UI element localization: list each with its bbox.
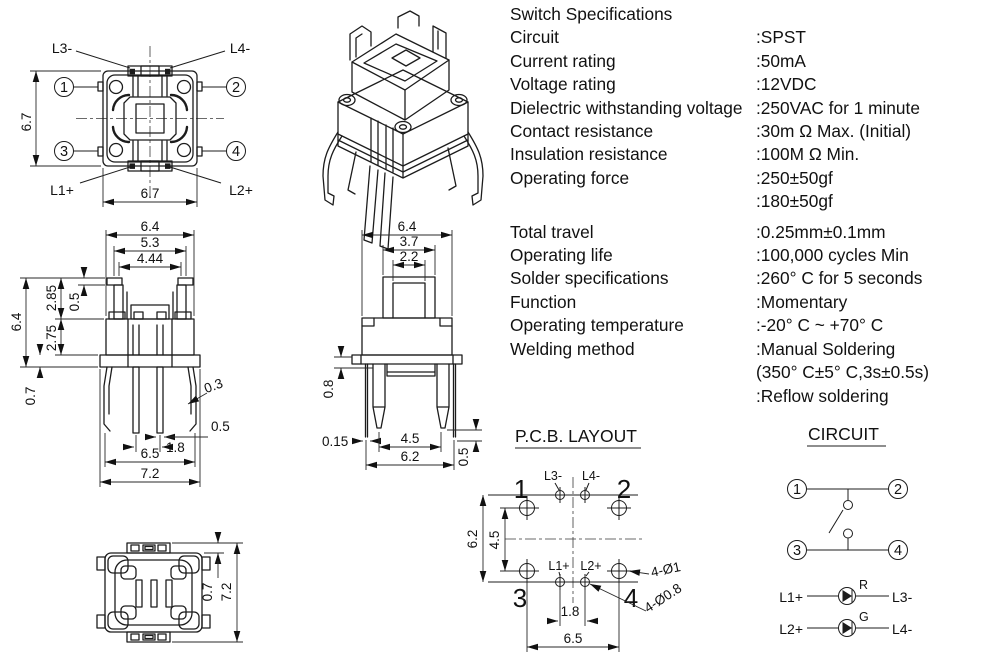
dim-2-85: 2.85 xyxy=(44,284,59,312)
led-red-anode-label: L1+ xyxy=(779,589,803,605)
spec-value: :100M Ω Min. xyxy=(756,144,860,165)
spec-row xyxy=(510,361,998,384)
spec-label xyxy=(510,190,756,213)
led-green-anode-label: L2+ xyxy=(779,621,803,637)
spec-row xyxy=(510,338,998,361)
pcb-pin-2: 2 xyxy=(616,474,632,504)
spec-value: :30m Ω Max. (Initial) xyxy=(756,121,912,142)
pcb-label-l4: L4- xyxy=(581,469,601,483)
spec-row xyxy=(510,50,998,73)
spec-row xyxy=(510,244,998,267)
spec-label: Solder specifications xyxy=(510,268,669,289)
spec-row xyxy=(510,221,998,244)
pcb-dimension-lines xyxy=(483,495,649,652)
pcb-dim-4-5: 4.5 xyxy=(487,530,502,550)
led-red-cathode-label: L3- xyxy=(892,589,913,605)
dim-6-4-left: 6.4 xyxy=(9,312,24,332)
dim-7-2: 7.2 xyxy=(140,466,160,481)
spec-label: Circuit xyxy=(510,27,559,48)
circuit-pin-2: 2 xyxy=(893,482,903,498)
pcb-dim-6-5: 6.5 xyxy=(563,631,583,646)
pcb-label-l3: L3- xyxy=(543,469,563,483)
spec-row xyxy=(510,143,998,166)
spec-label: Contact resistance xyxy=(510,121,654,142)
pcb-note-hole-1mm: 4-Ø1 xyxy=(649,559,682,580)
circuit-pin-4: 4 xyxy=(893,543,903,559)
pin-1-number: 1 xyxy=(59,80,69,96)
front-a-outline xyxy=(100,278,200,433)
spec-value: :250VAC for 1 minute xyxy=(756,97,920,118)
spec-value: :Manual Soldering xyxy=(756,338,896,359)
dim-0-5-leg: 0.5 xyxy=(211,419,230,434)
spec-label: Operating temperature xyxy=(510,315,684,336)
switch-schematic xyxy=(788,480,908,560)
circuit-diagram-drawing xyxy=(755,420,1000,664)
spec-row xyxy=(510,291,998,314)
pcb-pin-1: 1 xyxy=(513,474,529,504)
spec-value: :180±50gf xyxy=(756,191,833,212)
pcb-dim-6-2: 6.2 xyxy=(465,529,480,549)
dim-6-2: 6.2 xyxy=(400,449,420,464)
spec-row xyxy=(510,97,998,120)
pin-3-number: 3 xyxy=(59,144,69,160)
spec-label: Operating force xyxy=(510,167,630,188)
led-green-color-label: G xyxy=(859,610,869,624)
spec-label xyxy=(510,385,756,408)
pcb-pin-4: 4 xyxy=(623,583,639,613)
dim-0-7: 0.7 xyxy=(23,386,38,406)
spec-value: :100,000 cycles Min xyxy=(756,245,909,266)
dim-6-4-top: 6.4 xyxy=(140,219,160,234)
pcb-label-l1: L1+ xyxy=(548,559,570,573)
pcb-note-hole-0-8mm: 4-Ø0.8 xyxy=(641,580,685,616)
dim-2-2: 2.2 xyxy=(399,249,419,264)
pcb-pin-3: 3 xyxy=(512,583,528,613)
spec-value: :12VDC xyxy=(756,74,817,95)
dim-width: 6.7 xyxy=(140,186,160,201)
spec-label: Insulation resistance xyxy=(510,144,668,165)
dim-4-5: 4.5 xyxy=(400,431,420,446)
spec-value: :0.25mm±0.1mm xyxy=(756,221,886,242)
isometric-view-drawing xyxy=(330,0,510,220)
spec-row xyxy=(510,26,998,49)
pcb-dim-1-8: 1.8 xyxy=(560,604,580,619)
specs-title: Switch Specifications xyxy=(510,4,673,24)
circuit-pin-1: 1 xyxy=(792,482,802,498)
led-label-l3: L3- xyxy=(51,40,73,56)
dim-6-5: 6.5 xyxy=(140,446,160,461)
spec-value: (350° C±5° C,3s±0.5s) xyxy=(756,362,930,383)
dim-0-5: 0.5 xyxy=(456,447,471,467)
led-label-l2: L2+ xyxy=(229,182,253,198)
spec-label: Operating life xyxy=(510,245,613,266)
led-green-cathode-label: L4- xyxy=(892,621,913,637)
pcb-layout-drawing xyxy=(460,420,710,664)
spec-label: Current rating xyxy=(510,50,616,71)
spec-row xyxy=(510,120,998,143)
pcb-label-l2: L2+ xyxy=(580,559,602,573)
top-view-drawing xyxy=(0,0,270,218)
led-red-color-label: R xyxy=(859,578,869,592)
bottom-view-drawing xyxy=(75,525,270,664)
spec-row xyxy=(510,73,998,96)
spec-value: :-20° C ~ +70° C xyxy=(756,315,884,336)
spec-value: :260° C for 5 seconds xyxy=(756,268,923,289)
dim-0-8: 0.8 xyxy=(321,379,336,399)
spec-value: :Reflow soldering xyxy=(756,385,889,406)
spec-row xyxy=(510,314,998,337)
spec-row xyxy=(510,167,998,190)
spec-value: :SPST xyxy=(756,27,806,48)
dim-0-3: 0.3 xyxy=(202,375,225,397)
spec-value: :250±50gf xyxy=(756,167,833,188)
spec-row xyxy=(510,190,998,213)
dim-0-15: 0.15 xyxy=(322,434,349,449)
pin-2-number: 2 xyxy=(231,80,241,96)
spec-label: Voltage rating xyxy=(510,74,616,95)
circuit-title: CIRCUIT xyxy=(808,424,879,444)
specifications-block xyxy=(510,3,998,408)
dim-2-75: 2.75 xyxy=(44,324,59,352)
spec-label: Total travel xyxy=(510,221,594,242)
pin-4-number: 4 xyxy=(231,144,241,160)
spec-label: Dielectric withstanding voltage xyxy=(510,97,743,118)
spec-value: :Momentary xyxy=(756,291,848,312)
spec-label: Welding method xyxy=(510,338,635,359)
bottom-view-outline xyxy=(97,543,210,642)
led-label-l1: L1+ xyxy=(50,182,74,198)
spec-row xyxy=(510,385,998,408)
spec-label: Function xyxy=(510,291,577,312)
spec-row xyxy=(510,267,998,290)
spec-value: :50mA xyxy=(756,50,806,71)
dim-7-2: 7.2 xyxy=(219,582,234,602)
circuit-pin-3: 3 xyxy=(792,543,802,559)
dim-0-5-cap: 0.5 xyxy=(67,292,82,312)
pcb-layout-title: P.C.B. LAYOUT xyxy=(515,426,637,446)
front-view-a-drawing xyxy=(0,219,285,492)
front-b-outline xyxy=(352,277,462,437)
centerlines xyxy=(76,46,224,197)
dim-1-8: 1.8 xyxy=(166,440,185,455)
dim-4-44: 4.44 xyxy=(136,251,164,266)
dim-6-4: 6.4 xyxy=(397,219,417,234)
dim-3-7: 3.7 xyxy=(399,234,419,249)
spec-label xyxy=(510,361,756,384)
dim-0-7: 0.7 xyxy=(200,582,215,602)
led-row-green xyxy=(779,610,912,637)
led-row-red xyxy=(779,578,912,605)
dim-5-3: 5.3 xyxy=(140,235,160,250)
led-label-l4: L4- xyxy=(229,40,251,56)
dim-height: 6.7 xyxy=(19,112,34,132)
